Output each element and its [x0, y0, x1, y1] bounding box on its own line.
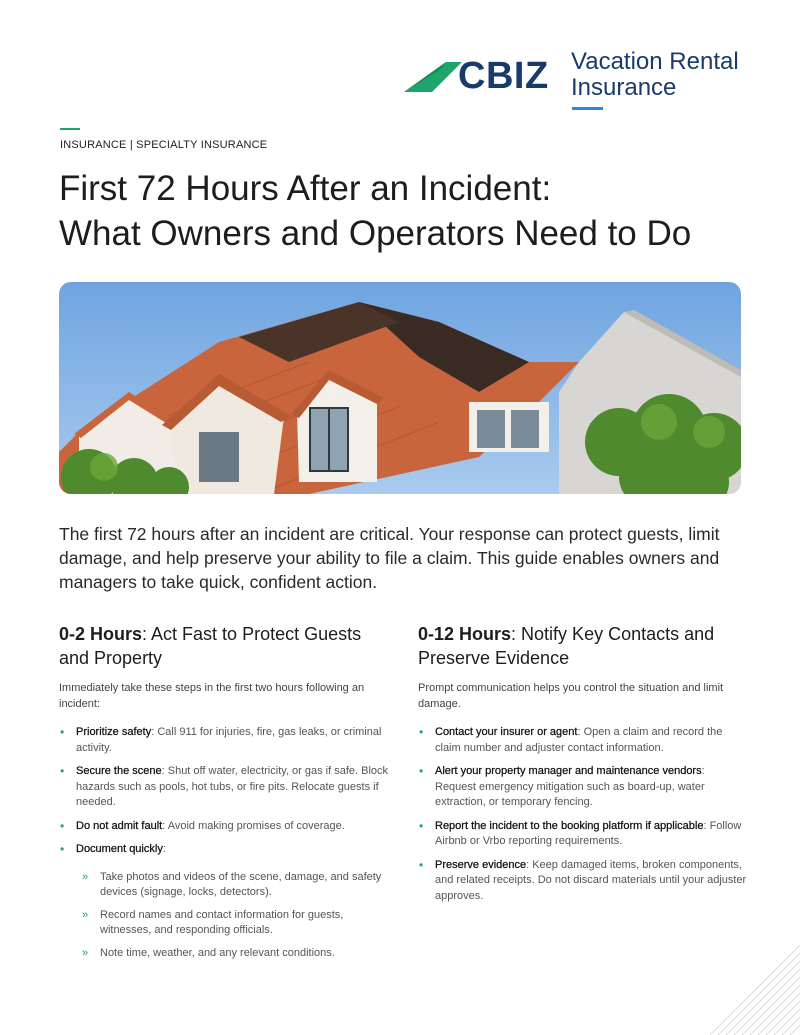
- list-item: [418, 819, 748, 850]
- section-0-12-hours: [418, 622, 748, 912]
- heading-text: : Act Fast to Protect Guests and Property: [59, 624, 362, 668]
- product-name-line1: Vacation Rental: [571, 48, 739, 75]
- cbiz-wordmark: CBIZ: [458, 55, 549, 97]
- item-title: Preserve evidence: [435, 858, 527, 871]
- list-item: [59, 842, 389, 961]
- heading-timeframe: 0-2 Hours: [59, 624, 143, 644]
- hero-image: [59, 282, 741, 494]
- section-heading: [59, 622, 389, 670]
- sub-list-item: » Take photos and videos of the scene, damage, and safety devices (signage, locks, detectors).: [82, 870, 389, 901]
- section-heading: [418, 622, 748, 670]
- section-lead: Prompt communication helps you control the situation and limit damage.: [418, 682, 724, 710]
- item-text: :: [162, 843, 166, 855]
- sub-list-item: » Record names and contact information for guests, witnesses, and responding officials.: [82, 908, 389, 939]
- kicker-accent: [60, 128, 80, 130]
- intro-paragraph: The first 72 hours after an incident are critical. Your response can protect guests, limit damage, and help preserve your ability to file a claim. This guide enables owners and managers to take quick, confident action.: [59, 524, 720, 592]
- list-item: [59, 725, 389, 756]
- item-title: Report the incident to the booking platform if applicable: [435, 819, 704, 832]
- action-list: [418, 725, 748, 904]
- logo-underline: [572, 107, 603, 110]
- section-lead: Immediately take these steps in the first two hours following an incident:: [59, 682, 365, 710]
- list-item: [418, 858, 748, 905]
- page-title: [59, 166, 759, 256]
- list-item: [418, 725, 748, 756]
- item-title: Contact your insurer or agent: [435, 726, 578, 738]
- burned-roof-illustration: [59, 282, 741, 494]
- section-0-2-hours: [59, 622, 389, 969]
- list-item: [59, 764, 389, 811]
- cbiz-swoosh-icon: [402, 58, 462, 94]
- item-title: Do not admit fault: [76, 819, 163, 832]
- list-item: [59, 819, 389, 835]
- heading-timeframe: 0-12 Hours: [418, 624, 512, 644]
- product-name-line2: Insurance: [571, 74, 677, 101]
- item-text: : Avoid making promises of coverage.: [162, 819, 345, 832]
- sub-list: [76, 870, 389, 962]
- item-text: : Keep damaged items, broken components, and related receipts. Do not discard materials until your adjuster approves.: [435, 858, 747, 902]
- item-text: : Open a claim and record the claim number and adjuster contact information.: [435, 726, 723, 754]
- item-title: Alert your property manager and maintenance vendors: [435, 765, 702, 777]
- sub-list-item: » Note time, weather, and any relevant conditions.: [82, 946, 389, 962]
- action-list: [59, 725, 389, 961]
- heading-text: : Notify Key Contacts and Preserve Evidence: [418, 624, 715, 668]
- item-text: : Shut off water, electricity, or gas if safe. Block hazards such as pools, hot tubs, or fire pits. Relocate guests if needed.: [76, 765, 389, 808]
- list-item: [418, 764, 748, 811]
- item-title: Document quickly: [76, 843, 163, 855]
- title-line-1: First 72 Hours After an Incident:: [59, 169, 552, 208]
- category-kicker: INSURANCE | SPECIALTY INSURANCE: [60, 139, 268, 151]
- brand-logo: [402, 48, 747, 112]
- decorative-corner-lines: [710, 945, 800, 1035]
- item-text: : Follow Airbnb or Vrbo reporting requirements.: [435, 819, 742, 847]
- title-line-2: What Owners and Operators Need to Do: [59, 214, 692, 253]
- item-text: : Request emergency mitigation such as board-up, water extraction, or temporary fencing.: [435, 765, 705, 808]
- item-title: Prioritize safety: [76, 726, 152, 738]
- item-text: : Call 911 for injuries, fire, gas leaks, or criminal activity.: [76, 726, 382, 754]
- item-title: Secure the scene: [76, 765, 162, 777]
